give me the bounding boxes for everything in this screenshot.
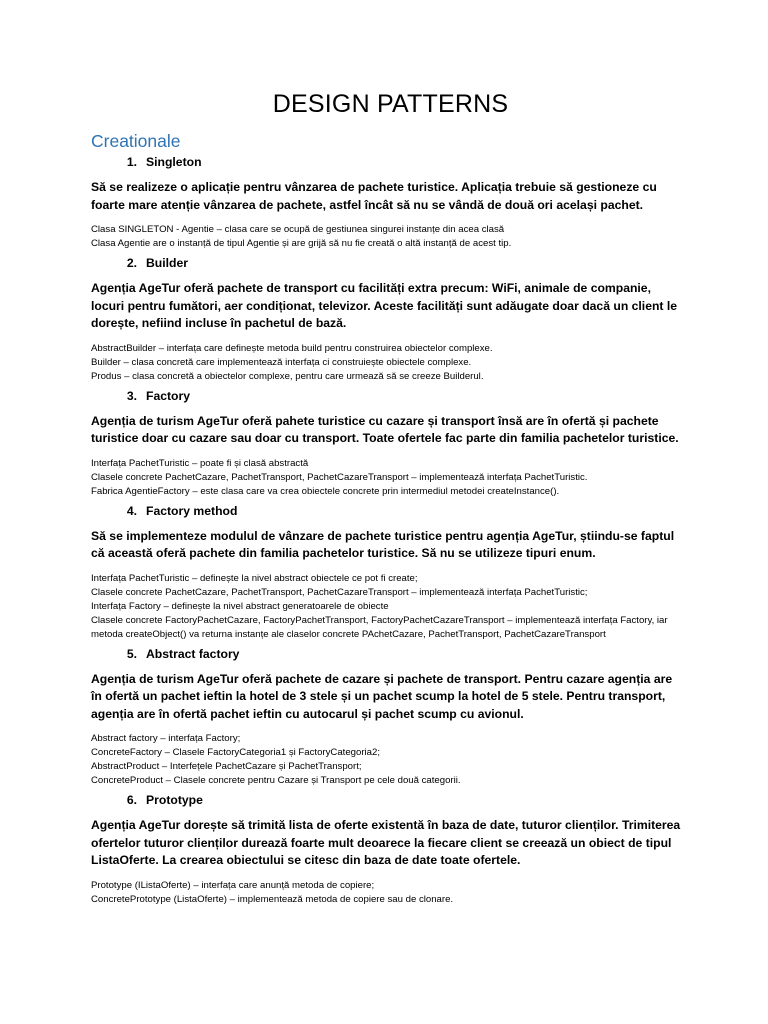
pattern-item xyxy=(91,793,686,907)
pattern-notes xyxy=(91,342,686,384)
page-title: DESIGN PATTERNS xyxy=(272,90,509,118)
pattern-description: Agenția de turism AgeTur oferă pahete turistice cu cazare și transport însă are în ofertă și pachete turistice doar cu cazare sau doar cu transport. Toate ofertele fac parte din familia pachetelor turistice. xyxy=(91,413,679,445)
note-line: Clasa SINGLETON - Agentie – clasa care se ocupă de gestiunea singurei instanțe din acea clasă xyxy=(91,224,505,235)
note-line: Fabrica AgentieFactory – este clasa care va crea obiectele concrete prin intermediul metodei createInstance(). xyxy=(91,485,560,497)
pattern-name: Singleton xyxy=(146,155,202,169)
note-line: Abstract factory – interfața Factory; xyxy=(91,733,241,744)
note-line: ConcretePrototype (ListaOferte) – implementează metoda de copiere sau de clonare. xyxy=(91,893,454,905)
note-line: Builder – clasa concretă care implementează interfața ci construiește obiectele complexe. xyxy=(91,356,472,368)
note-line: Clasa Agentie are o instanță de tipul Agentie și are grijă să nu fie creată o altă instanță de acest tip. xyxy=(91,238,512,249)
note-line: Interfața Factory – definește la nivel abstract generatoarele de obiecte xyxy=(91,600,389,612)
pattern-item xyxy=(91,504,686,642)
note-line: Produs – clasa concretă a obiectelor complexe, pentru care urmează să se creeze Builderul. xyxy=(91,370,484,382)
note-line: AbstractBuilder – interfața care definește metoda build pentru construirea obiectelor complexe. xyxy=(91,342,493,354)
section-title: Creationale xyxy=(91,131,181,151)
pattern-notes xyxy=(91,223,686,251)
pattern-item xyxy=(91,256,686,384)
pattern-name: Factory xyxy=(146,388,191,403)
pattern-description: Să se implementeze modulul de vânzare de pachete turistice pentru agenția AgeTur, știindu-se faptul că această oferă pachete din familia pachetelor turistice. Să nu se utilizeze tipuri enum. xyxy=(91,528,675,560)
note-line: Clasele concrete FactoryPachetCazare, FactoryPachetTransport, FactoryPachetCazareTransport – implementează interfața Factory, iar metoda createObject() va returna instanțe ale claselor concrete PAchetCazare, PachetTransport, PachetCazareTransport xyxy=(91,614,668,640)
pattern-list xyxy=(91,155,686,907)
note-line: Prototype (IListaOferte) – interfața care anunță metoda de copiere; xyxy=(91,879,375,891)
pattern-number: 6. xyxy=(126,793,137,807)
note-line: Interfața PachetTuristic – poate fi și clasă abstractă xyxy=(91,457,309,469)
pattern-name: Factory method xyxy=(146,503,238,518)
pattern-name: Abstract factory xyxy=(146,646,240,661)
pattern-heading xyxy=(91,647,686,661)
pattern-name: Builder xyxy=(146,256,188,270)
pattern-heading xyxy=(91,793,686,807)
pattern-number: 2. xyxy=(126,256,137,270)
pattern-item xyxy=(91,155,686,251)
pattern-heading xyxy=(91,155,686,169)
pattern-description: Agenția AgeTur dorește să trimită lista de oferte existentă în baza de date, tuturor clienților. Trimiterea ofertelor tuturor clienților durează foarte mult deoarece la fiecare client se creează un obiect de tipul ListaOferte. La crearea obiectului se citesc din baza de date toate ofertele. xyxy=(91,818,681,867)
note-line: Interfața PachetTuristic – definește la nivel abstract obiectele ce pot fi create; xyxy=(91,572,418,584)
pattern-item xyxy=(91,647,686,789)
pattern-notes xyxy=(91,572,686,642)
note-line: Clasele concrete PachetCazare, PachetTransport, PachetCazareTransport – implementează interfața PachetTuristic. xyxy=(91,471,588,483)
pattern-notes xyxy=(91,732,686,788)
pattern-name: Prototype xyxy=(146,793,203,807)
note-line: AbstractProduct – Interfețele PachetCazare și PachetTransport; xyxy=(91,761,362,772)
note-line: Clasele concrete PachetCazare, PachetTransport, PachetCazareTransport – implementează interfața PachetTuristic; xyxy=(91,586,588,598)
pattern-notes xyxy=(91,879,686,907)
note-line: ConcreteProduct – Clasele concrete pentru Cazare și Transport pe cele două categorii. xyxy=(91,775,461,786)
pattern-description: Să se realizeze o aplicație pentru vânzarea de pachete turistice. Aplicația trebuie să gestioneze cu foarte mare atenție vânzarea de pachete, astfel încât să nu se vândă de două ori același pachet. xyxy=(91,180,657,212)
pattern-item xyxy=(91,389,686,499)
pattern-number: 5. xyxy=(126,646,137,661)
pattern-number: 4. xyxy=(126,503,137,518)
pattern-description: Agenția AgeTur oferă pachete de transport cu facilități extra precum: WiFi, animale de companie, locuri pentru fumători, aer condiționat, televizor. Aceste facilități sunt adăugate doar dacă un client le dorește, nefiind incluse în pachetul de bază. xyxy=(91,281,678,330)
pattern-number: 3. xyxy=(126,388,137,403)
pattern-heading xyxy=(91,504,686,518)
pattern-description: Agenția de turism AgeTur oferă pachete de cazare și pachete de transport. Pentru cazare agenția are în ofertă un pachet ieftin la hotel de 3 stele și un pachet scump la hotel de 5 stele. Pentru transport, agenția are în ofertă pachet ieftin cu autocarul și pachet scump cu avionul. xyxy=(91,671,673,721)
pattern-notes xyxy=(91,457,686,499)
pattern-heading xyxy=(91,389,686,403)
pattern-number: 1. xyxy=(126,155,137,169)
note-line: ConcreteFactory – Clasele FactoryCategoria1 și FactoryCategoria2; xyxy=(91,747,381,758)
pattern-heading xyxy=(91,256,686,270)
